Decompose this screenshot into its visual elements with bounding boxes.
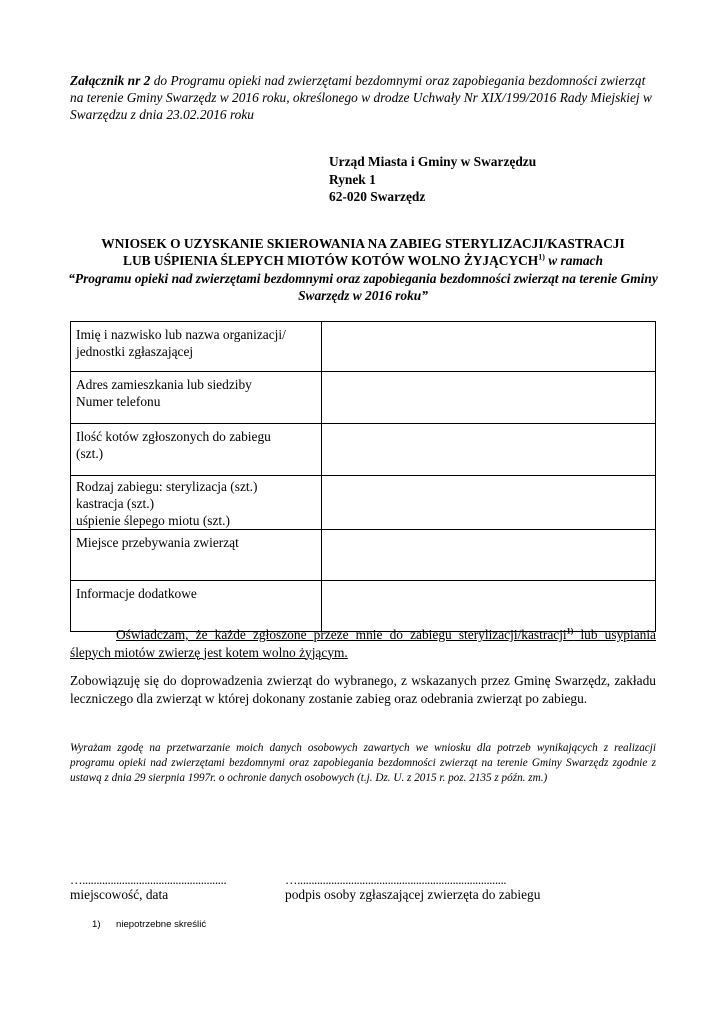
form-label: Rodzaj zabiegu: sterylizacja (szt.) kastracja (szt.) uśpienie ślepego miotu (szt.)	[71, 476, 322, 530]
footnote	[92, 919, 206, 930]
footnote-number: 1)	[92, 919, 101, 930]
title-program: “Programu opieki nad zwierzętami bezdomnymi oraz zapobiegania bezdomności zwierząt na terenie Gminy Swarzędz w 2016 roku”	[68, 270, 658, 303]
applicant-name-field[interactable]	[322, 322, 656, 372]
title-line-1: WNIOSEK O UZYSKANIE SKIEROWANIA NA ZABIEG STERYLIZACJI/KASTRACJI	[101, 236, 625, 251]
form-label: Ilość kotów zgłoszonych do zabiegu (szt.)	[71, 424, 322, 476]
form-row-cat-count	[71, 424, 656, 476]
recipient-address	[329, 153, 536, 206]
animal-location-field[interactable]	[322, 530, 656, 581]
form-row-location	[71, 530, 656, 581]
signature-dotted-line[interactable]: …..........................................................................	[285, 873, 507, 887]
footnote-text: niepotrzebne skreślić	[116, 919, 207, 930]
address-phone-field[interactable]	[322, 372, 656, 424]
title-footnote-mark: 1)	[538, 252, 545, 262]
application-form-table	[70, 321, 656, 632]
address-line-2: Rynek 1	[329, 171, 376, 187]
address-line-3: 62-020 Swarzędz	[329, 189, 426, 204]
place-date-dotted-line[interactable]: …...................................................	[70, 873, 227, 887]
attachment-label: Załącznik nr 2	[70, 73, 151, 88]
attachment-text: do Programu opieki nad zwierzętami bezdomnymi oraz zapobiegania bezdomności zwierząt na terenie Gminy Swarzędz w 2016 roku, określonego w drodze Uchwały Nr XIX/199/2016 Rady Miejskiej w Swarzędzu z dnia 23.02.2016 roku	[70, 73, 652, 122]
form-label: Informacje dodatkowe	[71, 581, 322, 632]
form-label: Adres zamieszkania lub siedziby Numer telefonu	[71, 372, 322, 424]
title-line-2: LUB UŚPIENIA ŚLEPYCH MIOTÓW KOTÓW WOLNO ŻYJĄCYCH$^{1)}$ w ramach	[123, 252, 603, 269]
form-label: Miejsce przebywania zwierząt	[71, 530, 322, 581]
form-row-additional-info	[71, 581, 656, 632]
form-row-address	[71, 372, 656, 424]
procedure-type-field[interactable]	[322, 476, 656, 530]
signature-label: podpis osoby zgłaszającej zwierzęta do zabiegu	[285, 887, 541, 902]
form-row-procedure-type	[71, 476, 656, 530]
cat-count-field[interactable]	[322, 424, 656, 476]
declaration-statement: Oświadczam, że każde zgłoszone przeze mnie do zabiegu sterylizacji/kastracji$^{1)}$ lub usypiania ślepych miotów zwierzę jest kotem wolno żyjącym.	[70, 626, 656, 660]
attachment-note	[70, 72, 656, 123]
document-title	[60, 235, 666, 304]
commitment-statement: Zobowiązuję się do doprowadzenia zwierząt do wybranego, z wskazanych przez Gminę Swarzędz, zakładu leczniczego dla zwierząt w której dokonany zostanie zabieg oraz odebrania zwierząt po zabiegu.	[70, 673, 656, 706]
form-row-applicant	[71, 322, 656, 372]
form-label: Imię i nazwisko lub nazwa organizacji/ jednostki zgłaszającej	[71, 322, 322, 372]
address-line-1: Urząd Miasta i Gminy w Swarzędzu	[329, 154, 537, 169]
declaration-footnote-mark: 1)	[566, 626, 574, 636]
data-processing-consent: Wyrażam zgodę na przetwarzanie moich danych osobowych zawartych we wniosku dla potrzeb wynikających z realizacji programu opieki nad zwierzętami bezdomnymi oraz zapobiegania bezdomności zwierząt na terenie Gminy Swarzędz zgodnie z ustawą z dnia 29 sierpnia 1997r. o ochronie danych osobowych (t.j. Dz. U. z 2015 r. poz. 2135 z późn. zm.)	[70, 742, 656, 784]
additional-info-field[interactable]	[322, 581, 656, 632]
place-date-label: miejscowość, data	[70, 887, 169, 902]
